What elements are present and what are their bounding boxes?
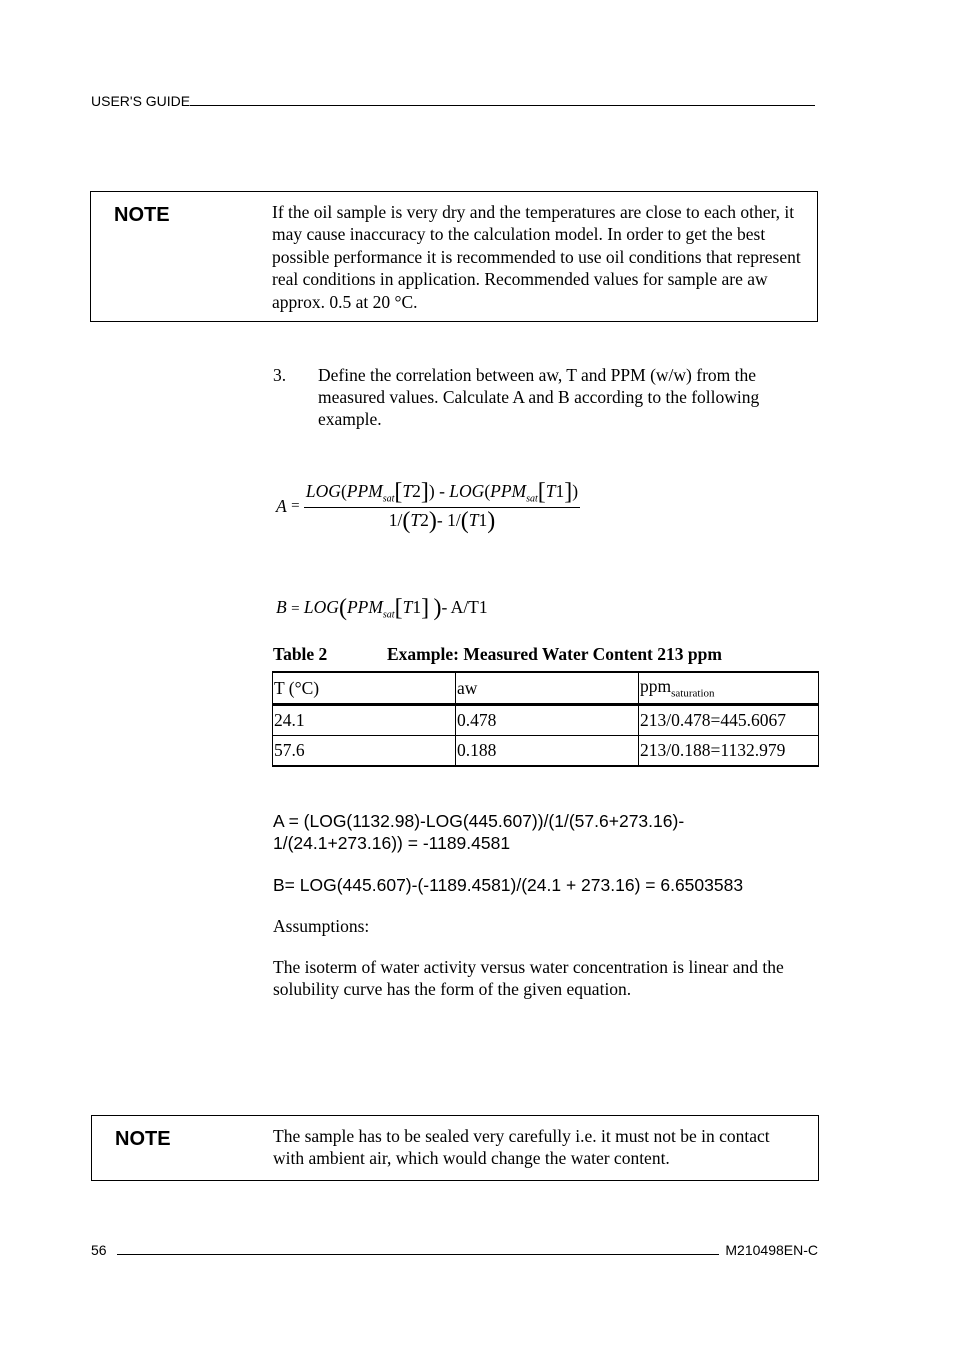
header-rule xyxy=(190,91,815,106)
step-text: Define the correlation between aw, T and PPM (w/w) from the measured values. Calculate A and B according to the following example. xyxy=(318,365,760,429)
temp-index: 1 xyxy=(555,481,565,501)
table-cell: 213/0.188=1132.979 xyxy=(639,736,819,767)
table-row xyxy=(273,736,819,767)
table-caption-title: Example: Measured Water Content 213 ppm xyxy=(387,644,722,664)
formula-a-numerator: $LOG(PPM_{sat}[T2]) - LOG(PPM_{sat}[T1])$ xyxy=(304,480,580,508)
formula-a-fraction xyxy=(304,480,580,533)
reciprocal-one: 1/ xyxy=(388,509,403,530)
header-saturation-subscript: saturation xyxy=(671,687,715,700)
calc-b: B= LOG(445.607)-(-1189.4581)/(24.1 + 273.16) = 6.6503583 xyxy=(273,875,744,895)
data-table xyxy=(272,671,819,767)
log-function: LOG xyxy=(303,597,339,617)
formula-a-denominator: 1/(T2)- 1/(T1) xyxy=(388,507,496,534)
calc-a-line1: A = (LOG(1132.98)-LOG(445.607))/(1/(57.6+273.16)- xyxy=(273,811,685,831)
formula-a-equals: = xyxy=(291,497,300,514)
temp-index: 2 xyxy=(412,481,421,501)
minus-reciprocal: - 1/ xyxy=(436,509,461,530)
temp-index: 1 xyxy=(412,597,422,617)
temp-symbol: T xyxy=(468,509,479,530)
table-header-cell xyxy=(639,672,819,705)
table-cell: 0.188 xyxy=(456,736,639,767)
calc-a-line2: 1/(24.1+273.16)) = -1189.4581 xyxy=(273,833,511,853)
ppm-symbol: PPM xyxy=(490,481,527,501)
assumptions-text: The isoterm of water activity versus water concentration is linear and the solubility curve has the form of the given equation. xyxy=(273,957,784,999)
note-text: If the oil sample is very dry and the temperatures are close to each other, it may cause inaccuracy to the calculation model. In order to get the best possible performance it is recommended to use oil conditions that represent real conditions in application. Recommended values for sample are aw approx. 0.5 at 20 °C. xyxy=(272,202,801,312)
header-ppm: ppm xyxy=(640,676,672,697)
note-text: The sample has to be sealed very carefully i.e. it must not be in contact with ambient air, which would change the water content. xyxy=(273,1126,770,1169)
table-header-cell: T (°C) xyxy=(273,672,456,705)
log-function: LOG xyxy=(305,481,341,501)
log-function: LOG xyxy=(449,481,485,501)
temp-index: 1 xyxy=(478,509,488,530)
header-title: USER'S GUIDE xyxy=(91,93,191,109)
document-id: M210498EN-C xyxy=(725,1242,818,1258)
ppm-symbol: PPM xyxy=(346,481,383,501)
temp-index: 2 xyxy=(420,509,429,530)
assumptions-label: Assumptions: xyxy=(273,916,370,936)
sat-subscript: sat xyxy=(382,493,395,505)
temp-symbol: T xyxy=(402,481,413,501)
minus-sign: - xyxy=(439,481,450,501)
table-caption-number: Table 2 xyxy=(273,644,328,664)
sat-subscript: sat xyxy=(526,493,538,505)
page-number: 56 xyxy=(91,1242,107,1258)
table-cell: 57.6 xyxy=(273,736,456,767)
step-number: 3. xyxy=(273,365,287,385)
table-header-cell: aw xyxy=(456,672,639,705)
temp-symbol: T xyxy=(545,481,556,501)
formula-b-lhs: B xyxy=(276,597,287,617)
table-header-row xyxy=(273,672,819,705)
table-cell: 24.1 xyxy=(273,705,456,736)
table-cell: 0.478 xyxy=(456,705,639,736)
formula-b-tail: - A/T1 xyxy=(441,597,488,617)
calc-a xyxy=(273,810,684,854)
note-box-2 xyxy=(91,1115,819,1181)
sat-subscript: sat xyxy=(382,609,395,621)
note-label: NOTE xyxy=(114,204,170,226)
table-caption xyxy=(273,644,722,665)
ppm-symbol: PPM xyxy=(346,597,383,617)
formula-a xyxy=(276,480,580,533)
formula-b-equals: = xyxy=(291,601,300,617)
temp-symbol: T xyxy=(410,509,421,530)
note-box-1 xyxy=(90,191,818,322)
page-header xyxy=(91,91,815,109)
table-cell: 213/0.478=445.6067 xyxy=(639,705,819,736)
formula-a-lhs: A xyxy=(276,495,287,516)
footer-rule xyxy=(117,1240,720,1255)
temp-symbol: T xyxy=(402,597,413,617)
note-label: NOTE xyxy=(115,1128,171,1150)
table-row xyxy=(273,705,819,736)
page-footer xyxy=(91,1240,818,1258)
formula-b: $B = LOG(PPM_{sat}[T1]$ )- A/T1 xyxy=(276,595,488,621)
